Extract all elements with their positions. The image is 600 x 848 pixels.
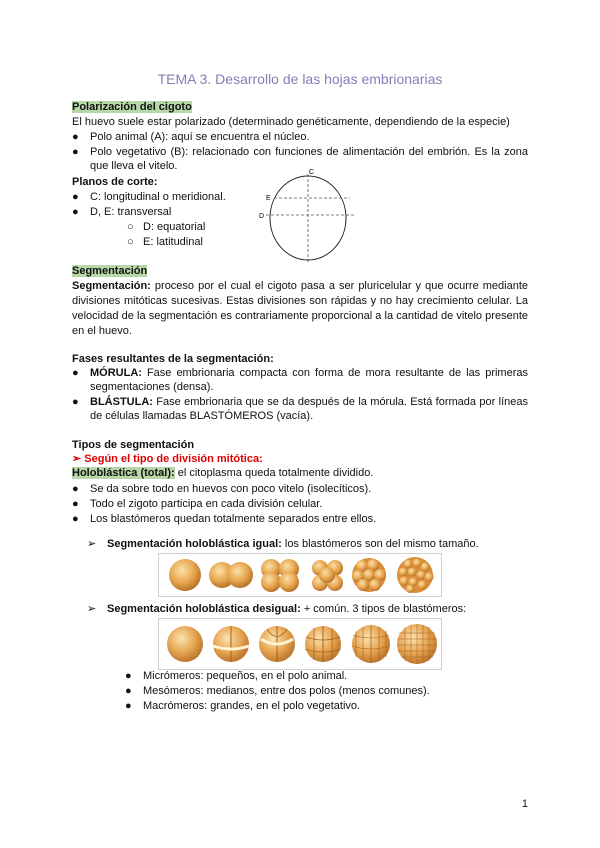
list-item: ● Polo vegetativo (B): relacionado con funciones de alimentación del embrión. Es la zona que lleva el vitelo. xyxy=(72,146,528,172)
list-item: ● Todo el zigoto participa en cada división celular. xyxy=(72,498,323,510)
bullet-icon: ● xyxy=(72,396,79,408)
bullet-icon: ● xyxy=(125,670,132,682)
subheading-division: ➢ Según el tipo de división mitótica: xyxy=(72,453,263,465)
arrow-icon: ➢ xyxy=(72,453,85,465)
bullet-icon: ● xyxy=(72,367,79,379)
label-d: D xyxy=(259,213,265,220)
bullet-icon: ● xyxy=(72,513,79,525)
stage-8-cells xyxy=(312,560,343,591)
list-item: ● Micrómeros: pequeños, en el polo animal. xyxy=(125,670,348,682)
bullet-icon: ● xyxy=(125,700,132,712)
holoblastica-desigual-line: ➢ Segmentación holoblástica desigual: + común. 3 tipos de blastómeros: xyxy=(87,603,467,615)
holoblastica-line: Holoblástica (total): el citoplasma queda totalmente dividido. xyxy=(72,467,374,479)
holoblastica-desigual-image xyxy=(158,618,442,670)
section-heading-planos: Planos de corte: xyxy=(72,176,158,188)
holoblastica-igual-line: ➢ Segmentación holoblástica igual: los blastómeros son del mismo tamaño. xyxy=(87,538,479,550)
page-number: 1 xyxy=(521,798,528,810)
desigual-stage-3 xyxy=(259,626,295,662)
holoblastica-igual-image xyxy=(158,553,442,597)
bullet-icon: ● xyxy=(72,206,79,218)
stage-4-cells xyxy=(261,559,299,592)
desigual-stage-1 xyxy=(167,626,203,662)
cut-planes-diagram xyxy=(258,168,358,266)
list-item: ● Polo animal (A): aquí se encuentra el núcleo. xyxy=(72,131,310,143)
stage-16-cells xyxy=(352,558,386,592)
list-item: ○ D: equatorial xyxy=(127,221,206,233)
desigual-stage-4 xyxy=(305,626,341,662)
list-item: ● Se da sobre todo en huevos con poco vitelo (isolecíticos). xyxy=(72,483,372,495)
bullet-icon: ● xyxy=(72,498,79,510)
list-item: ● D, E: transversal xyxy=(72,206,172,218)
list-item: ● C: longitudinal o meridional. xyxy=(72,191,226,203)
list-item: ● BLÁSTULA: Fase embrionaria que se da después de la mórula. Está formada por líneas de células llamadas BLASTÓMEROS (vacía). xyxy=(72,396,528,422)
section-heading-segmentacion: Segmentación xyxy=(72,265,148,277)
section-heading-fases: Fases resultantes de la segmentación: xyxy=(72,353,274,365)
desigual-stage-6 xyxy=(397,624,437,664)
list-item: ● Mesómeros: medianos, entre dos polos (menos comunes). xyxy=(125,685,430,697)
label-e: E xyxy=(266,195,271,202)
list-item: ○ E: latitudinal xyxy=(127,236,203,248)
hollow-bullet-icon: ○ xyxy=(127,221,134,233)
list-item: ● Macrómeros: grandes, en el polo vegetativo. xyxy=(125,700,361,712)
bullet-icon: ● xyxy=(72,191,79,203)
segmentacion-definition: Segmentación: proceso por el cual el cigoto pasa a ser pluricelular y que ocurre mediante divisiones mitóticas sucesivas. Estas divisiones son rápidas y no hay crecimiento celular. La velocidad de la segmentación es contrariamente proporcional a la cantidad de vitelo presente en el huevo. xyxy=(72,280,528,337)
hollow-bullet-icon: ○ xyxy=(127,236,134,248)
bullet-icon: ● xyxy=(72,483,79,495)
bullet-icon: ● xyxy=(125,685,132,697)
stage-morula xyxy=(397,557,434,593)
desigual-stage-2 xyxy=(213,626,249,662)
polarizacion-intro: El huevo suele estar polarizado (determinado genéticamente, dependiendo de la especie) xyxy=(72,116,510,128)
desigual-stage-5 xyxy=(352,625,390,663)
arrow-icon: ➢ xyxy=(87,603,97,615)
bullet-icon: ● xyxy=(72,146,79,158)
list-item: ● MÓRULA: Fase embrionaria compacta con forma de mora resultante de las primeras segmentaciones (densa). xyxy=(72,367,528,393)
section-heading-polarizacion: Polarización del cigoto xyxy=(72,101,192,113)
stage-1-cell xyxy=(169,559,201,591)
stage-2-cells xyxy=(209,562,253,588)
list-item: ● Los blastómeros quedan totalmente separados entre ellos. xyxy=(72,513,377,525)
arrow-icon: ➢ xyxy=(87,538,97,550)
label-c: C xyxy=(309,169,315,176)
page-title: TEMA 3. Desarrollo de las hojas embrionarias xyxy=(157,71,443,87)
bullet-icon: ● xyxy=(72,131,79,143)
section-heading-tipos: Tipos de segmentación xyxy=(72,439,195,451)
